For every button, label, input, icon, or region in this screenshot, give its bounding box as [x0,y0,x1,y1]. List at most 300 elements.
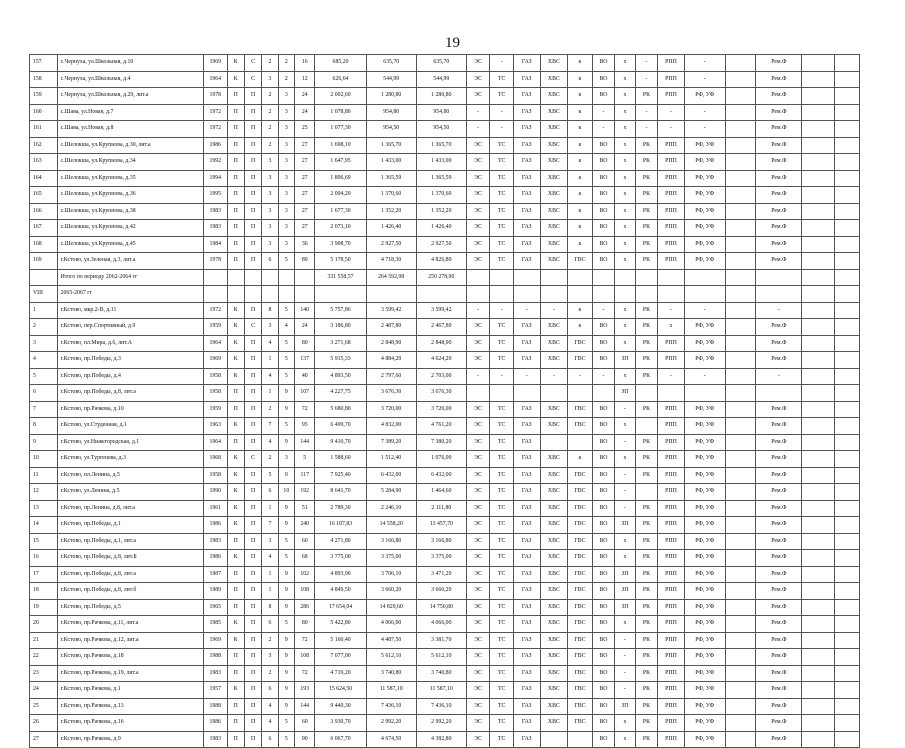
table-cell: 1959 [203,401,227,418]
table-cell [725,484,756,501]
table-cell: 51 [295,500,315,517]
table-cell: 27 [295,170,315,187]
table-cell: ГАЗ [513,566,540,583]
table-cell: П [227,731,244,748]
table-cell: ГАЗ [513,137,540,154]
table-cell: РК [635,682,658,699]
table-cell [315,286,366,303]
table-cell [540,385,568,402]
table-cell: РК [635,583,658,600]
table-cell: РПП [658,434,685,451]
address-cell: г.Кстово, пр.Победы, д.8, лит.а [57,385,203,402]
table-cell: 1989 [203,583,227,600]
table-cell: П [227,170,244,187]
table-cell: 1 365,70 [366,137,416,154]
table-cell: х [615,451,635,468]
table-cell: П [244,187,261,204]
table-row [30,104,860,121]
table-cell: Рем.Ф [756,418,802,435]
table-cell: 7 380,20 [416,434,466,451]
table-cell: П [244,104,261,121]
table-cell: П [244,517,261,534]
table-cell: 137 [295,352,315,369]
table-cell: ГАЗ [513,352,540,369]
table-cell: 14 829,60 [366,599,416,616]
table-cell: ТС [490,566,514,583]
table-cell: ЭС [466,484,490,501]
table-cell: ГАЗ [513,88,540,105]
table-cell: РПП [658,550,685,567]
table-cell [725,616,756,633]
table-cell: 3 720,00 [366,401,416,418]
table-cell: 3 [278,137,294,154]
table-cell: ГВС [568,467,593,484]
table-cell: ВО [592,500,615,517]
table-cell: 2 848,90 [416,335,466,352]
table-cell: ТС [490,236,514,253]
table-cell: ВО [592,253,615,270]
table-cell: ТС [490,649,514,666]
table-cell: 3 [278,451,294,468]
row-number-cell: 26 [30,715,58,732]
table-cell: 1972 [203,121,227,138]
table-cell: РФ, УФ [684,203,725,220]
table-cell: 9 [278,698,294,715]
table-cell: ХВС [540,715,568,732]
table-cell: ТС [490,319,514,336]
table-cell: к [568,154,593,171]
address-cell: г.Кстово, пр.Рачкова, д.19, лит.а [57,665,203,682]
table-cell: - [490,104,514,121]
table-cell [802,583,835,600]
table-cell: 1958 [203,385,227,402]
table-cell: ЭС [466,88,490,105]
table-cell: Рем.Ф [756,220,802,237]
table-cell: ГАЗ [513,583,540,600]
table-row [30,698,860,715]
table-cell: ВО [592,731,615,748]
table-cell: 5 [278,253,294,270]
table-cell: РК [635,88,658,105]
table-cell: 4 719,20 [315,665,366,682]
table-cell: П [227,203,244,220]
table-cell: ВО [592,550,615,567]
table-cell [835,632,860,649]
table-cell: 2 487,80 [366,319,416,336]
table-cell: х [615,121,635,138]
table-cell: РК [635,599,658,616]
row-number-cell: 15 [30,533,58,550]
table-cell: - [615,649,635,666]
table-cell: ТС [490,170,514,187]
table-cell: - [684,104,725,121]
table-cell: 60 [295,715,315,732]
table-cell: РК [635,616,658,633]
table-cell [835,698,860,715]
table-cell: 3 660,20 [416,583,466,600]
table-cell: 1990 [203,484,227,501]
table-cell [802,187,835,204]
table-cell: 3 [262,319,278,336]
table-cell [725,550,756,567]
table-cell: ЭС [466,583,490,600]
table-cell [802,319,835,336]
table-cell: П [244,302,261,319]
table-cell [466,269,490,286]
table-cell: 3 [278,88,294,105]
table-cell: 15 624,50 [315,682,366,699]
table-cell: ТС [490,88,514,105]
table-cell: К [227,451,244,468]
table-cell: - [592,104,615,121]
table-cell: 5 612,10 [366,649,416,666]
table-cell: ЭС [466,253,490,270]
table-row [30,583,860,600]
address-cell: г.Кстово, пр.Победы, д.1 [57,517,203,534]
table-cell: 72 [295,401,315,418]
table-cell: 5 284,90 [366,484,416,501]
table-cell: П [227,566,244,583]
table-cell: ЭС [466,632,490,649]
table-cell: 1965 [203,599,227,616]
table-cell [835,121,860,138]
address-cell: с.Шелокша, ул.Крупнова, д.34 [57,154,203,171]
table-cell: ГАЗ [513,682,540,699]
table-cell: х [615,203,635,220]
address-cell: г.Кстово, ул.Студенная, д.1 [57,418,203,435]
table-cell [684,385,725,402]
table-cell: 1969 [203,632,227,649]
table-cell [635,484,658,501]
table-cell: ГАЗ [513,434,540,451]
table-cell: ЗП [615,566,635,583]
table-cell: Рем.Ф [756,632,802,649]
table-cell: 5 680,80 [315,401,366,418]
table-cell: ГВС [568,583,593,600]
table-cell [635,418,658,435]
table-cell: П [227,715,244,732]
table-cell: 2 [278,55,294,72]
table-cell: К [227,467,244,484]
table-cell: - [466,368,490,385]
address-cell: г.Кстово, мкр.2-В, д.11 [57,302,203,319]
table-cell: РПП [658,682,685,699]
table-cell: 1983 [203,220,227,237]
table-cell: Рем.Ф [756,352,802,369]
table-cell: 1 352,20 [366,203,416,220]
table-cell [802,731,835,748]
table-cell [835,368,860,385]
table-cell: РФ, УФ [684,253,725,270]
table-cell [802,236,835,253]
table-cell [802,451,835,468]
table-cell: РФ, УФ [684,451,725,468]
row-number-cell: 6 [30,385,58,402]
table-cell: 1959 [203,319,227,336]
address-cell: г.Кстово, пл.Мира, д.6, лит.А [57,335,203,352]
table-cell: ВО [592,170,615,187]
table-cell [295,269,315,286]
table-cell: РК [635,352,658,369]
table-cell: - [684,368,725,385]
table-cell: ТС [490,335,514,352]
table-cell: 3 375,00 [416,550,466,567]
table-cell: х [615,550,635,567]
table-cell: П [227,154,244,171]
table-cell: П [227,121,244,138]
address-cell: с.Шава, ул.Новая, д.8 [57,121,203,138]
table-cell: 5 422,80 [315,616,366,633]
table-cell [835,352,860,369]
table-cell: ГВС [568,566,593,583]
table-cell: П [244,566,261,583]
table-row [30,418,860,435]
table-row [30,71,860,88]
table-cell: РФ, УФ [684,187,725,204]
table-cell [835,319,860,336]
table-cell: Рем.Ф [756,550,802,567]
table-cell: 3 [262,236,278,253]
table-cell: 3 740,80 [416,665,466,682]
table-cell: 1958 [203,368,227,385]
table-cell: ЭС [466,731,490,748]
table-cell: ГАЗ [513,55,540,72]
table-cell: РФ, УФ [684,599,725,616]
table-cell: ТС [490,154,514,171]
table-cell: РФ, УФ [684,88,725,105]
table-cell: 2 [262,55,278,72]
table-cell [756,269,802,286]
table-cell: П [244,352,261,369]
table-cell: 6 432,00 [416,467,466,484]
table-cell [615,286,635,303]
table-cell: П [244,170,261,187]
table-cell [835,220,860,237]
table-cell: Рем.Ф [756,517,802,534]
table-cell: х [615,319,635,336]
table-cell: - [635,104,658,121]
table-cell: РФ, УФ [684,566,725,583]
table-cell: РК [635,154,658,171]
table-cell: х [615,335,635,352]
table-cell: ЭС [466,517,490,534]
table-cell: 3 676,30 [366,385,416,402]
table-cell: ЭС [466,236,490,253]
table-cell: РФ, УФ [684,352,725,369]
table-cell: 1 647,95 [315,154,366,171]
table-cell [835,434,860,451]
table-cell: ХВС [540,632,568,649]
table-cell: С [244,71,261,88]
table-cell: 9 [278,665,294,682]
table-cell: ХВС [540,500,568,517]
table-cell: ВО [592,533,615,550]
table-cell: 3 [262,71,278,88]
table-cell: к [568,302,593,319]
table-cell [490,269,514,286]
table-cell: ГАЗ [513,236,540,253]
table-cell: ГВС [568,550,593,567]
table-cell: П [227,599,244,616]
table-cell: 1964 [203,335,227,352]
table-cell [835,467,860,484]
table-cell: 60 [295,533,315,550]
table-cell [802,253,835,270]
table-cell: 7 436,10 [366,698,416,715]
table-cell: - [635,71,658,88]
table-cell: 1 077,30 [315,121,366,138]
table-cell: 1 698,10 [315,137,366,154]
table-cell: К [227,319,244,336]
row-number-cell: 13 [30,500,58,517]
table-cell [802,352,835,369]
table-cell: РФ, УФ [684,649,725,666]
table-cell: К [227,484,244,501]
table-cell: 2 004,20 [315,187,366,204]
table-cell: к [568,451,593,468]
table-cell: 5 [278,302,294,319]
row-number-cell: 166 [30,203,58,220]
table-cell: 635,70 [416,55,466,72]
row-number-cell: 2 [30,319,58,336]
table-cell: 5 [278,616,294,633]
table-cell: ВО [592,137,615,154]
table-cell: 5 915,33 [315,352,366,369]
table-cell: 27 [295,187,315,204]
table-cell: 1983 [203,203,227,220]
table-cell: 1963 [203,418,227,435]
table-cell: ВО [592,154,615,171]
table-cell: 27 [295,154,315,171]
table-cell: ЭС [466,500,490,517]
table-cell: 140 [295,302,315,319]
table-cell: 3 [262,533,278,550]
table-cell: 9 [278,649,294,666]
table-cell: РК [635,517,658,534]
table-cell: 264 592,98 [366,269,416,286]
table-cell: ВО [592,352,615,369]
row-number-cell: 162 [30,137,58,154]
table-cell: 1964 [203,71,227,88]
table-cell: ВО [592,484,615,501]
table-cell [835,385,860,402]
table-cell: 13 457,70 [416,517,466,534]
table-cell: ВО [592,434,615,451]
table-row [30,632,860,649]
table-cell: 9 [278,500,294,517]
table-cell: 286 [295,599,315,616]
address-cell: с.Чернуха, ул.Школьная, д.10 [57,55,203,72]
table-cell: 2 [262,401,278,418]
address-cell: с.Шелокша, ул.Крупнова, д.30, лит.а [57,137,203,154]
table-cell: - [513,302,540,319]
table-cell: П [244,368,261,385]
table-cell: 240 [295,517,315,534]
table-cell: ХВС [540,170,568,187]
table-cell: ЭС [466,698,490,715]
table-cell: ТС [490,71,514,88]
table-row [30,269,860,286]
table-cell: РФ, УФ [684,434,725,451]
row-number-cell: 7 [30,401,58,418]
table-cell [725,104,756,121]
table-cell: РФ, УФ [684,715,725,732]
table-cell: 4 [262,698,278,715]
table-cell: ТС [490,665,514,682]
table-cell [658,286,685,303]
table-cell: 3 [262,220,278,237]
table-cell: ГАЗ [513,616,540,633]
table-cell: 544,99 [366,71,416,88]
table-cell: Рем.Ф [756,335,802,352]
table-cell: Рем.Ф [756,451,802,468]
row-number-cell: 14 [30,517,58,534]
table-cell: ЭС [466,71,490,88]
table-cell [802,434,835,451]
table-cell: 4 382,80 [416,731,466,748]
table-cell: ЭС [466,319,490,336]
table-cell: РФ, УФ [684,170,725,187]
table-cell: к [568,187,593,204]
table-cell: РК [635,665,658,682]
table-row [30,170,860,187]
table-cell: ТС [490,220,514,237]
table-cell: 16 [295,55,315,72]
table-cell: - [592,302,615,319]
table-cell: РФ, УФ [684,682,725,699]
table-cell: 3 599,42 [416,302,466,319]
table-cell: 3 [262,170,278,187]
table-cell: ВО [592,88,615,105]
table-cell: к [568,104,593,121]
table-cell: Рем.Ф [756,236,802,253]
table-cell: ГВС [568,682,593,699]
table-cell: - [615,682,635,699]
table-cell: Рем.Ф [756,533,802,550]
table-cell: П [227,187,244,204]
table-cell: П [244,649,261,666]
table-cell [835,731,860,748]
table-cell: 14 750,80 [416,599,466,616]
table-cell: х [615,616,635,633]
table-cell: Рем.Ф [756,104,802,121]
table-cell: ЭС [466,220,490,237]
table-cell: П [227,401,244,418]
table-cell: РФ, УФ [684,137,725,154]
table-cell: П [244,385,261,402]
table-cell: ЗП [615,352,635,369]
table-row [30,566,860,583]
table-cell: ТС [490,137,514,154]
address-cell: г.Кстово, пр.Рачкова, д.9 [57,731,203,748]
table-cell [725,401,756,418]
table-row [30,368,860,385]
table-cell: ВО [592,220,615,237]
table-cell: 331 558,57 [315,269,366,286]
table-cell: Рем.Ф [756,731,802,748]
table-cell [227,286,244,303]
table-cell: 1995 [203,187,227,204]
table-cell: Рем.Ф [756,71,802,88]
table-row [30,121,860,138]
table-cell: 4 849,50 [315,583,366,600]
table-cell: РПП [658,665,685,682]
table-cell: ХВС [540,583,568,600]
table-cell: 89 [295,253,315,270]
table-cell: Рем.Ф [756,649,802,666]
table-cell [513,385,540,402]
table-cell: П [244,682,261,699]
